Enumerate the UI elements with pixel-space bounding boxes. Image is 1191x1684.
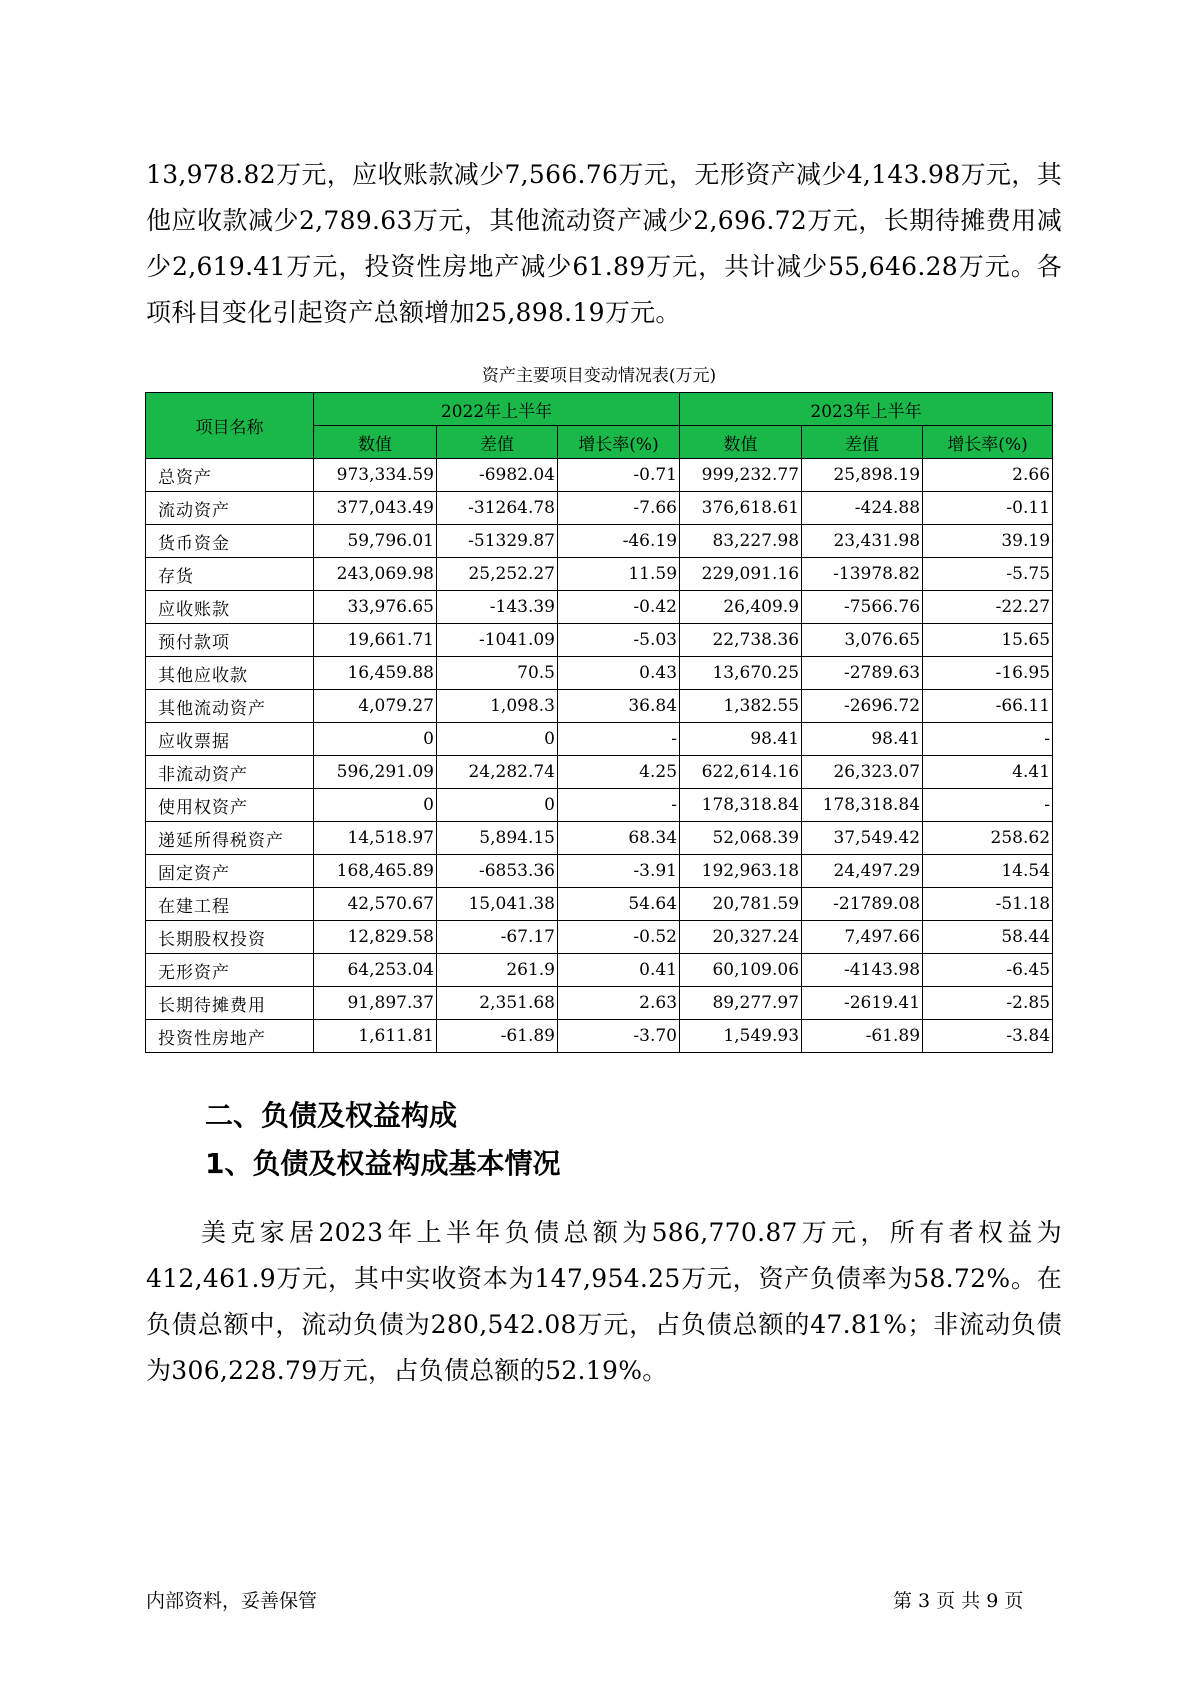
table-cell: -21789.08 (802, 888, 923, 921)
table-row (146, 888, 1053, 921)
table-cell: 4.25 (558, 756, 680, 789)
table-cell: 36.84 (558, 690, 680, 723)
diff-header: 差值 (802, 426, 923, 459)
table-cell: -22.27 (923, 591, 1053, 624)
table-cell: -2619.41 (802, 987, 923, 1020)
table-cell: 12,829.58 (314, 921, 437, 954)
table-cell: 16,459.88 (314, 657, 437, 690)
table-cell: 168,465.89 (314, 855, 437, 888)
period-header-2023: 2023年上半年 (680, 393, 1053, 426)
table-row (146, 921, 1053, 954)
table-cell: -13978.82 (802, 558, 923, 591)
table-row (146, 657, 1053, 690)
table-cell: 54.64 (558, 888, 680, 921)
table-cell: 1,382.55 (680, 690, 802, 723)
table-cell: 0 (314, 789, 437, 822)
asset-change-table (145, 392, 1053, 1053)
table-cell: -6853.36 (437, 855, 558, 888)
table-cell: 68.34 (558, 822, 680, 855)
table-cell: -61.89 (802, 1020, 923, 1053)
table-cell: 0.43 (558, 657, 680, 690)
row-label: 存货 (146, 558, 314, 591)
value-header: 数值 (680, 426, 802, 459)
table-cell: 1,098.3 (437, 690, 558, 723)
row-label: 其他应收款 (146, 657, 314, 690)
table-cell: 999,232.77 (680, 459, 802, 492)
table-cell: -66.11 (923, 690, 1053, 723)
table-cell: -0.52 (558, 921, 680, 954)
growth-header: 增长率(%) (558, 426, 680, 459)
table-cell: 0 (437, 789, 558, 822)
table-row (146, 492, 1053, 525)
table-cell: -4143.98 (802, 954, 923, 987)
period-header-2022: 2022年上半年 (314, 393, 680, 426)
table-cell: -61.89 (437, 1020, 558, 1053)
table-cell: 622,614.16 (680, 756, 802, 789)
table-cell: 24,497.29 (802, 855, 923, 888)
table-cell: -31264.78 (437, 492, 558, 525)
table-row (146, 855, 1053, 888)
table-row (146, 591, 1053, 624)
row-label: 在建工程 (146, 888, 314, 921)
table-cell: 20,781.59 (680, 888, 802, 921)
row-label: 固定资产 (146, 855, 314, 888)
table-cell: -2696.72 (802, 690, 923, 723)
table-cell: -143.39 (437, 591, 558, 624)
row-label: 货币资金 (146, 525, 314, 558)
row-label: 递延所得税资产 (146, 822, 314, 855)
row-label: 长期股权投资 (146, 921, 314, 954)
table-cell: - (558, 723, 680, 756)
table-cell: 58.44 (923, 921, 1053, 954)
table-cell: -46.19 (558, 525, 680, 558)
row-label: 应收账款 (146, 591, 314, 624)
table-cell: 596,291.09 (314, 756, 437, 789)
table-cell: -2789.63 (802, 657, 923, 690)
table-cell: - (923, 723, 1053, 756)
table-cell: -0.11 (923, 492, 1053, 525)
table-cell: 13,670.25 (680, 657, 802, 690)
table-cell: 52,068.39 (680, 822, 802, 855)
table-cell: 70.5 (437, 657, 558, 690)
table-cell: 14.54 (923, 855, 1053, 888)
table-cell: 14,518.97 (314, 822, 437, 855)
table-cell: 0 (314, 723, 437, 756)
row-label: 其他流动资产 (146, 690, 314, 723)
table-cell: 89,277.97 (680, 987, 802, 1020)
table-cell: 192,963.18 (680, 855, 802, 888)
table-cell: 178,318.84 (680, 789, 802, 822)
subsection-heading: 1、负债及权益构成基本情况 (205, 1147, 561, 1180)
table-cell: 178,318.84 (802, 789, 923, 822)
table-cell: 2,351.68 (437, 987, 558, 1020)
row-label: 投资性房地产 (146, 1020, 314, 1053)
table-cell: -67.17 (437, 921, 558, 954)
table-row (146, 987, 1053, 1020)
table-cell: 37,549.42 (802, 822, 923, 855)
diff-header: 差值 (437, 426, 558, 459)
table-cell: 7,497.66 (802, 921, 923, 954)
table-cell: 4.41 (923, 756, 1053, 789)
table-cell: 42,570.67 (314, 888, 437, 921)
item-name-header: 项目名称 (146, 393, 314, 459)
table-row (146, 723, 1053, 756)
table-cell: -3.91 (558, 855, 680, 888)
table-caption: 资产主要项目变动情况表(万元) (481, 366, 717, 386)
table-row (146, 789, 1053, 822)
table-cell: -3.70 (558, 1020, 680, 1053)
table-cell: -5.75 (923, 558, 1053, 591)
table-cell: 1,549.93 (680, 1020, 802, 1053)
table-cell: 98.41 (802, 723, 923, 756)
table-cell: 5,894.15 (437, 822, 558, 855)
table-cell: 98.41 (680, 723, 802, 756)
table-cell: -7.66 (558, 492, 680, 525)
table-cell: 11.59 (558, 558, 680, 591)
footer-confidential-note: 内部资料，妥善保管 (146, 1590, 318, 1612)
row-label: 使用权资产 (146, 789, 314, 822)
table-row (146, 822, 1053, 855)
table-cell: 83,227.98 (680, 525, 802, 558)
table-cell: 229,091.16 (680, 558, 802, 591)
table-cell: 20,327.24 (680, 921, 802, 954)
liability-paragraph: 美克家居2023年上半年负债总额为586,770.87万元，所有者权益为412,461.9万元，其中实收资本为147,954.25万元，资产负债率为58.72%。在负债总额中，流动负债为280,542.08万元，占负债总额的47.81%；非流动负债为306,228.79万元，占负债总额的52.19%。 (146, 1218, 1062, 1385)
table-row (146, 525, 1053, 558)
table-cell: 15.65 (923, 624, 1053, 657)
table-cell: 25,252.27 (437, 558, 558, 591)
row-label: 长期待摊费用 (146, 987, 314, 1020)
table-cell: 26,409.9 (680, 591, 802, 624)
row-label: 非流动资产 (146, 756, 314, 789)
table-row (146, 459, 1053, 492)
table-row (146, 558, 1053, 591)
table-cell: -6982.04 (437, 459, 558, 492)
table-cell: 25,898.19 (802, 459, 923, 492)
table-cell: 22,738.36 (680, 624, 802, 657)
table-cell: 15,041.38 (437, 888, 558, 921)
table-cell: 3,076.65 (802, 624, 923, 657)
row-label: 流动资产 (146, 492, 314, 525)
row-label: 应收票据 (146, 723, 314, 756)
table-cell: - (923, 789, 1053, 822)
table-cell: 243,069.98 (314, 558, 437, 591)
table-cell: 24,282.74 (437, 756, 558, 789)
table-row (146, 954, 1053, 987)
table-cell: 261.9 (437, 954, 558, 987)
row-label: 预付款项 (146, 624, 314, 657)
intro-paragraph: 13,978.82万元，应收账款减少7,566.76万元，无形资产减少4,143.98万元，其他应收款减少2,789.63万元，其他流动资产减少2,696.72万元，长期待摊费用减少2,619.41万元，投资性房地产减少61.89万元，共计减少55,646.28万元。各项科目变化引起资产总额增加25,898.19万元。 (146, 160, 1062, 327)
table-row (146, 756, 1053, 789)
table-cell: -16.95 (923, 657, 1053, 690)
table-cell: 39.19 (923, 525, 1053, 558)
table-cell: 2.63 (558, 987, 680, 1020)
footer-page-number: 第 3 页 共 9 页 (893, 1590, 1024, 1612)
table-cell: 23,431.98 (802, 525, 923, 558)
table-cell: -5.03 (558, 624, 680, 657)
table-cell: 33,976.65 (314, 591, 437, 624)
table-cell: -1041.09 (437, 624, 558, 657)
table-cell: 19,661.71 (314, 624, 437, 657)
table-cell: -51329.87 (437, 525, 558, 558)
table-cell: 60,109.06 (680, 954, 802, 987)
table-cell: 2.66 (923, 459, 1053, 492)
table-cell: -51.18 (923, 888, 1053, 921)
table-cell: -424.88 (802, 492, 923, 525)
table-cell: 0.41 (558, 954, 680, 987)
table-cell: 377,043.49 (314, 492, 437, 525)
table-cell: 0 (437, 723, 558, 756)
table-cell: -3.84 (923, 1020, 1053, 1053)
table-cell: - (558, 789, 680, 822)
table-cell: -6.45 (923, 954, 1053, 987)
table-row (146, 690, 1053, 723)
table-cell: -0.42 (558, 591, 680, 624)
table-cell: -7566.76 (802, 591, 923, 624)
table-cell: 258.62 (923, 822, 1053, 855)
row-label: 无形资产 (146, 954, 314, 987)
table-body (146, 459, 1053, 1053)
table-cell: 59,796.01 (314, 525, 437, 558)
table-cell: 973,334.59 (314, 459, 437, 492)
section-heading: 二、负债及权益构成 (205, 1099, 458, 1132)
table-cell: 64,253.04 (314, 954, 437, 987)
table-cell: 376,618.61 (680, 492, 802, 525)
table-cell: 4,079.27 (314, 690, 437, 723)
table-cell: -0.71 (558, 459, 680, 492)
growth-header: 增长率(%) (923, 426, 1053, 459)
row-label: 总资产 (146, 459, 314, 492)
table-cell: 1,611.81 (314, 1020, 437, 1053)
table-cell: 91,897.37 (314, 987, 437, 1020)
table-row (146, 624, 1053, 657)
table-row (146, 1020, 1053, 1053)
value-header: 数值 (314, 426, 437, 459)
table-cell: 26,323.07 (802, 756, 923, 789)
table-cell: -2.85 (923, 987, 1053, 1020)
